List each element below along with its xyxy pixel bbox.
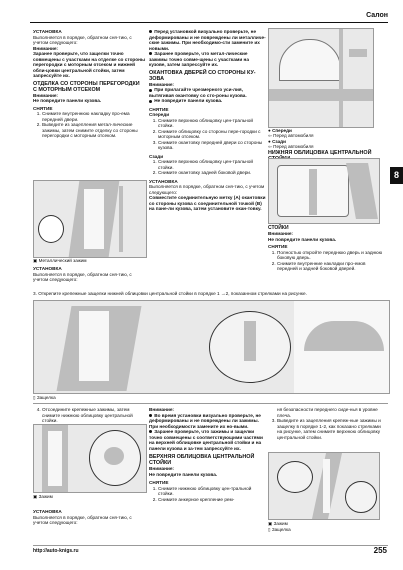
steps-list xyxy=(149,118,266,151)
clip-icon: ▣ xyxy=(268,521,274,526)
section-heading: НИЖНЯЯ ОБЛИЦОВКА ЦЕНТРАЛЬНОЙ xyxy=(268,150,372,156)
vnimanie-text: Не повредите панели кузова. xyxy=(33,98,102,104)
divider xyxy=(33,403,388,404)
figure-caption: ▯ Защелка xyxy=(33,395,56,400)
vnimanie-label: Внимание: xyxy=(149,407,174,412)
ustanovka-text: Выполняется в порядке, обратном сня-тию, с учетом следующего: xyxy=(149,184,265,195)
col1-ustanovka xyxy=(33,266,145,283)
bottom-col1-install xyxy=(33,509,145,526)
figure-caption: ▯ Защелка xyxy=(268,527,291,532)
figure-caption: ▣ Металлический зажим xyxy=(33,258,87,263)
page-number: 255 xyxy=(373,546,387,555)
steps-list xyxy=(33,111,145,139)
vnimanie-label: Внимание: xyxy=(268,231,293,237)
continued-text: ня безопасности переднего сиде-нья в уровне плеча. xyxy=(277,407,378,418)
bullet-item: Не повредите панели кузова. xyxy=(149,98,266,104)
step-item: 2. Снимите облицовку со стороны пере-городки с моторным отсеком. xyxy=(158,129,266,140)
legend-item: ⇦ Перед автомобиля xyxy=(268,143,314,149)
steps-list xyxy=(149,486,266,503)
step-item: 1. Полностью откройте переднюю дверь и заднюю боковую дверь. xyxy=(277,250,386,261)
detail-inset xyxy=(345,481,377,513)
ustanovka-text: Выполняется в порядке, обратном сня-тию, с учетом следующего: xyxy=(33,514,132,525)
figure-caption: ▣ Зажим xyxy=(268,521,288,526)
ustanovka-heading: УСТАНОВКА xyxy=(149,178,178,184)
ustanovka-heading: УСТАНОВКА xyxy=(33,29,62,34)
snyatie-heading: СНЯТИЕ xyxy=(149,106,169,112)
figure-clips xyxy=(33,424,147,493)
col2 xyxy=(149,29,266,212)
step-item: 2. Снимите внутренние накладки про-емов передней и задней боковой дверей. xyxy=(277,261,386,272)
section-heading: ОТДЕЛКА СО СТОРОНЫ ПЕРЕГОРОДКИ С МОТОРНЫМ ОТСЕКОМ xyxy=(33,80,140,93)
clip-icon: ▣ xyxy=(33,258,39,263)
chapter-number: 8 xyxy=(393,170,399,180)
bullet-item: При прилагайте чрезмерного уси-лия, вытягивая окантовку со сто-роны кузова. xyxy=(149,87,247,98)
vnimanie-text: Не повредите панели кузова. xyxy=(149,471,218,477)
bottom-col1 xyxy=(33,407,145,424)
bottom-col3 xyxy=(268,407,386,440)
col1 xyxy=(33,29,145,139)
figure-lower-pillar xyxy=(268,158,380,224)
steps-list xyxy=(149,159,266,176)
figure-caption: ▣ Зажим xyxy=(33,494,53,499)
vnimanie-label: Внимание: xyxy=(149,81,174,87)
snyatie-heading: СНЯТИЕ xyxy=(33,105,53,111)
step-item: 1. Снимите внутреннюю накладку про-ема передней двери. xyxy=(42,111,145,122)
figure-door-weatherstrip xyxy=(268,28,374,128)
figure-firewall-trim xyxy=(33,180,147,258)
bullet-item: Во время установки визуально проверьте, не деформированы и не повреждены ли зажимы. При необходимости замените их но-выми. xyxy=(149,412,261,429)
step-item: 4. Отсоедините крепежные зажимы, затем снимите нижнюю облицовку центральной стойки. xyxy=(42,407,145,424)
step-item: 2. Выведите из зацепления метал-лические зажимы, затем снимите отделку со стороны перегородки с моторным отсеком. xyxy=(42,122,145,139)
step-3: 3. Открепите крепежные защелки нижней облицовки центральной стойки в порядке 1 →2, показанном стрелками на рисунке. xyxy=(33,291,307,296)
section-heading: ВЕРХНЯЯ ОБЛИЦОВКА ЦЕНТРАЛЬНОЙ СТОЙКИ xyxy=(149,454,255,467)
legend-item: ● Спереди xyxy=(268,128,292,133)
subheading: Сзади xyxy=(149,153,164,159)
legend-item: ⇦ Перед автомобиля xyxy=(268,133,314,139)
ustanovka-heading: УСТАНОВКА xyxy=(33,266,62,271)
ustanovka-text: Выполняется в порядке, обратном сня-тию, с учетом следующего: xyxy=(33,271,132,282)
latch-icon: ▯ xyxy=(268,527,272,532)
step-item: 3. Снимите окантовку передней двери со стороны кузова. xyxy=(158,140,266,151)
vnimanie-label: Внимание: xyxy=(33,92,58,98)
legend-item: ● Сзади xyxy=(268,138,286,144)
steps-list xyxy=(33,407,145,424)
vnimanie-label: Внимание: xyxy=(33,45,58,51)
ustanovka-text: Выполняется в порядке, обратном сня-тию, с учетом следующего: xyxy=(33,34,132,45)
step-item: 2. Снимите анкерное крепление рем- xyxy=(158,497,266,503)
step-item: 3. Выведите из зацепления крепеж-ные зажимы и защелку в порядке 1-2, как показано стрелками на рисунке, затем снимите верхнюю облицовку центральной стойки. xyxy=(277,418,386,440)
ustanovka-bold: Совместите соединительную метку (A) окантовки со стороны кузова с соединительной точкой (B) на пане-ли кузова, затем установите окан-товку. xyxy=(149,195,266,212)
detail-inset xyxy=(277,461,313,493)
bottom-col2 xyxy=(149,407,266,502)
vnimanie-label: Внимание: xyxy=(149,466,174,472)
clip-icon: ▣ xyxy=(33,494,39,499)
subsection-heading: СТОЙКИ xyxy=(268,225,289,231)
header-rule xyxy=(30,22,388,23)
bullet-item: Перед установкой визуально проверьте, не деформированы и не повреждены ли металличе-ские зажимы. При необходимо-сти замените их новыми. xyxy=(149,29,266,51)
step-item: 1. Снимите нижнюю облицовку цен-тральной стойки. xyxy=(158,486,266,497)
bullet-item: Заранее проверьте, что метал-лические зажимы точно совме-щены с участками на кузове, затем запрессуйте их. xyxy=(149,51,249,67)
footer-url[interactable]: http://auto-knigs.ru xyxy=(33,548,79,554)
section-heading: ОКАНТОВКА ДВЕРЕЙ СО СТОРОНЫ КУ-ЗОВА xyxy=(149,69,256,82)
footer-rule xyxy=(33,545,388,546)
snyatie-heading: СНЯТИЕ xyxy=(149,480,169,486)
step-item: 2. Снимите окантовку задней боковой двери. xyxy=(158,170,266,176)
section-title: Салон xyxy=(366,12,388,19)
subheading: Спереди xyxy=(149,112,170,118)
clip-inset xyxy=(38,215,64,243)
figure-upper-pillar xyxy=(268,452,380,520)
latch-icon: ▯ xyxy=(33,395,37,400)
bullet-item: Заранее проверьте, что зажимы и защелки точно совмещены с соответствующими частями на верхней облицовке центральной стойки и на панели кузова и за-тем запрессуйте их. xyxy=(149,429,263,451)
figure-latches xyxy=(33,300,390,394)
step-item: 1. Снимите верхнюю облицовку цен-тральной стойки. xyxy=(158,159,266,170)
chapter-tab xyxy=(390,167,403,184)
figure-legend xyxy=(268,128,372,149)
steps-list xyxy=(268,250,386,272)
step-item: 1. Снимите верхнюю облицовку цен-тральной стойки. xyxy=(158,118,266,129)
ustanovka-heading: УСТАНОВКА xyxy=(33,509,62,514)
steps-list xyxy=(268,418,386,440)
vnimanie-text: Заранее проверьте, что защелки точно совмещены с участками на отделке со стороны перегородки с моторным отсеком и нижней обли-цовки центральной стойки, затем запрессуйте их. xyxy=(33,51,145,78)
vnimanie-text: Не повредите панели кузова. xyxy=(268,236,337,242)
col3-text xyxy=(268,225,386,272)
snyatie-heading: СНЯТИЕ xyxy=(268,244,288,250)
